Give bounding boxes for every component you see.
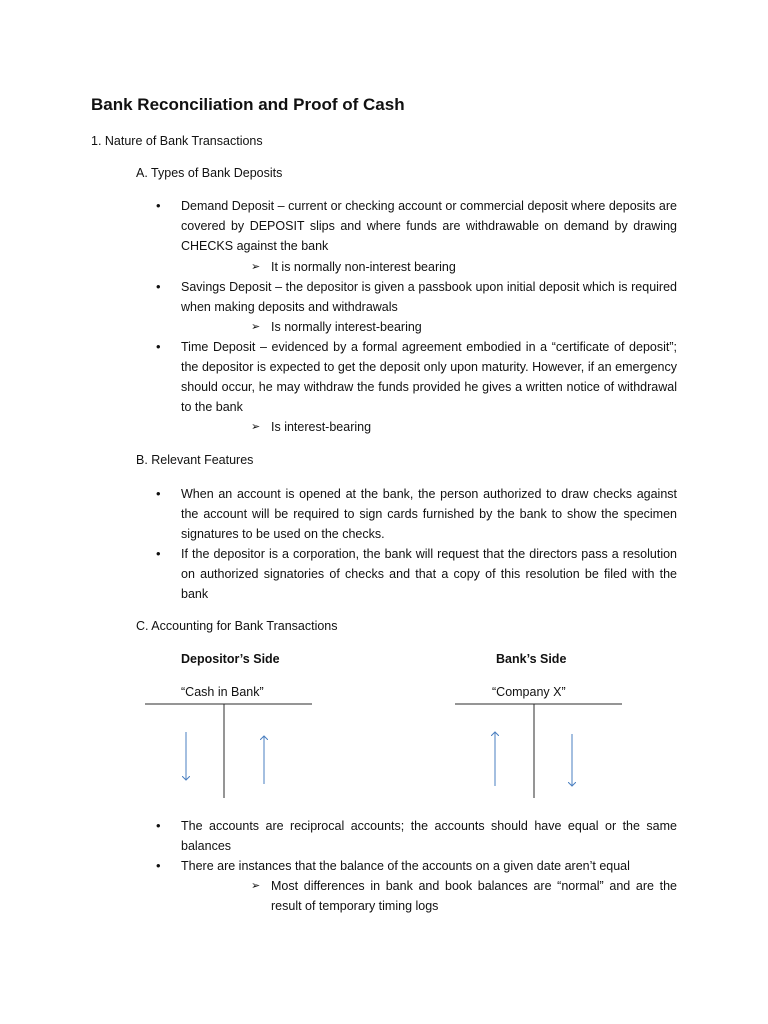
sub-list-item: Is interest-bearing xyxy=(271,420,372,434)
bullet-icon: • xyxy=(156,279,161,294)
subsection-b-heading: B. Relevant Features xyxy=(136,453,254,467)
bullet-icon: • xyxy=(156,486,161,501)
bank-account-name: “Company X” xyxy=(492,685,566,699)
arrow-bullet-icon: ➢ xyxy=(251,880,261,892)
arrow-bullet-icon: ➢ xyxy=(251,321,261,333)
bullet-icon: • xyxy=(156,858,161,873)
arrow-bullet-icon: ➢ xyxy=(251,261,261,273)
bank-t-account xyxy=(455,704,622,798)
page-title: Bank Reconciliation and Proof of Cash xyxy=(91,95,405,114)
sub-list-item: It is normally non-interest bearing xyxy=(271,260,456,274)
list-item: If the depositor is a corporation, the bank will request that the directors pass a resolution on authorized signatories of checks and that a copy of this resolution be filed with the bank xyxy=(181,547,677,601)
subsection-c-heading: C. Accounting for Bank Transactions xyxy=(136,619,338,633)
bank-side-label: Bank’s Side xyxy=(496,652,567,666)
list-item: Savings Deposit – the depositor is given a passbook upon initial deposit which is required when making deposits and withdrawals xyxy=(181,280,677,314)
bullet-icon: • xyxy=(156,339,161,354)
list-item: The accounts are reciprocal accounts; the accounts should have equal or the same balances xyxy=(181,819,677,853)
bullet-icon: • xyxy=(156,198,161,213)
t-account-diagram xyxy=(0,690,768,810)
bullet-icon: • xyxy=(156,546,161,561)
list-item: When an account is opened at the bank, the person authorized to draw checks against the account will be required to sign cards furnished by the bank to show the specimen signatures to be used on the checks. xyxy=(181,487,677,541)
bullet-icon: • xyxy=(156,818,161,833)
subsection-a-heading: A. Types of Bank Deposits xyxy=(136,166,283,180)
list-item: Demand Deposit – current or checking account or commercial deposit where deposits are covered by DEPOSIT slips and where funds are withdrawable on demand by drawing CHECKS against the bank xyxy=(181,199,677,253)
depositor-account-name: “Cash in Bank” xyxy=(181,685,264,699)
sub-list-item: Most differences in bank and book balances are “normal” and are the result of temporary timing logs xyxy=(271,879,677,913)
list-item: There are instances that the balance of the accounts on a given date aren’t equal xyxy=(181,859,630,873)
depositor-side-label: Depositor’s Side xyxy=(181,652,280,666)
sub-list-item: Is normally interest-bearing xyxy=(271,320,422,334)
list-item: Time Deposit – evidenced by a formal agreement embodied in a “certificate of deposit”; the depositor is expected to get the deposit only upon maturity. However, if an emergency should occur, he may withdraw the funds provided he gives a written notice of withdrawal to the bank xyxy=(181,340,677,414)
depositor-t-account xyxy=(145,704,312,798)
arrow-bullet-icon: ➢ xyxy=(251,421,261,433)
section-heading: 1. Nature of Bank Transactions xyxy=(91,134,263,148)
